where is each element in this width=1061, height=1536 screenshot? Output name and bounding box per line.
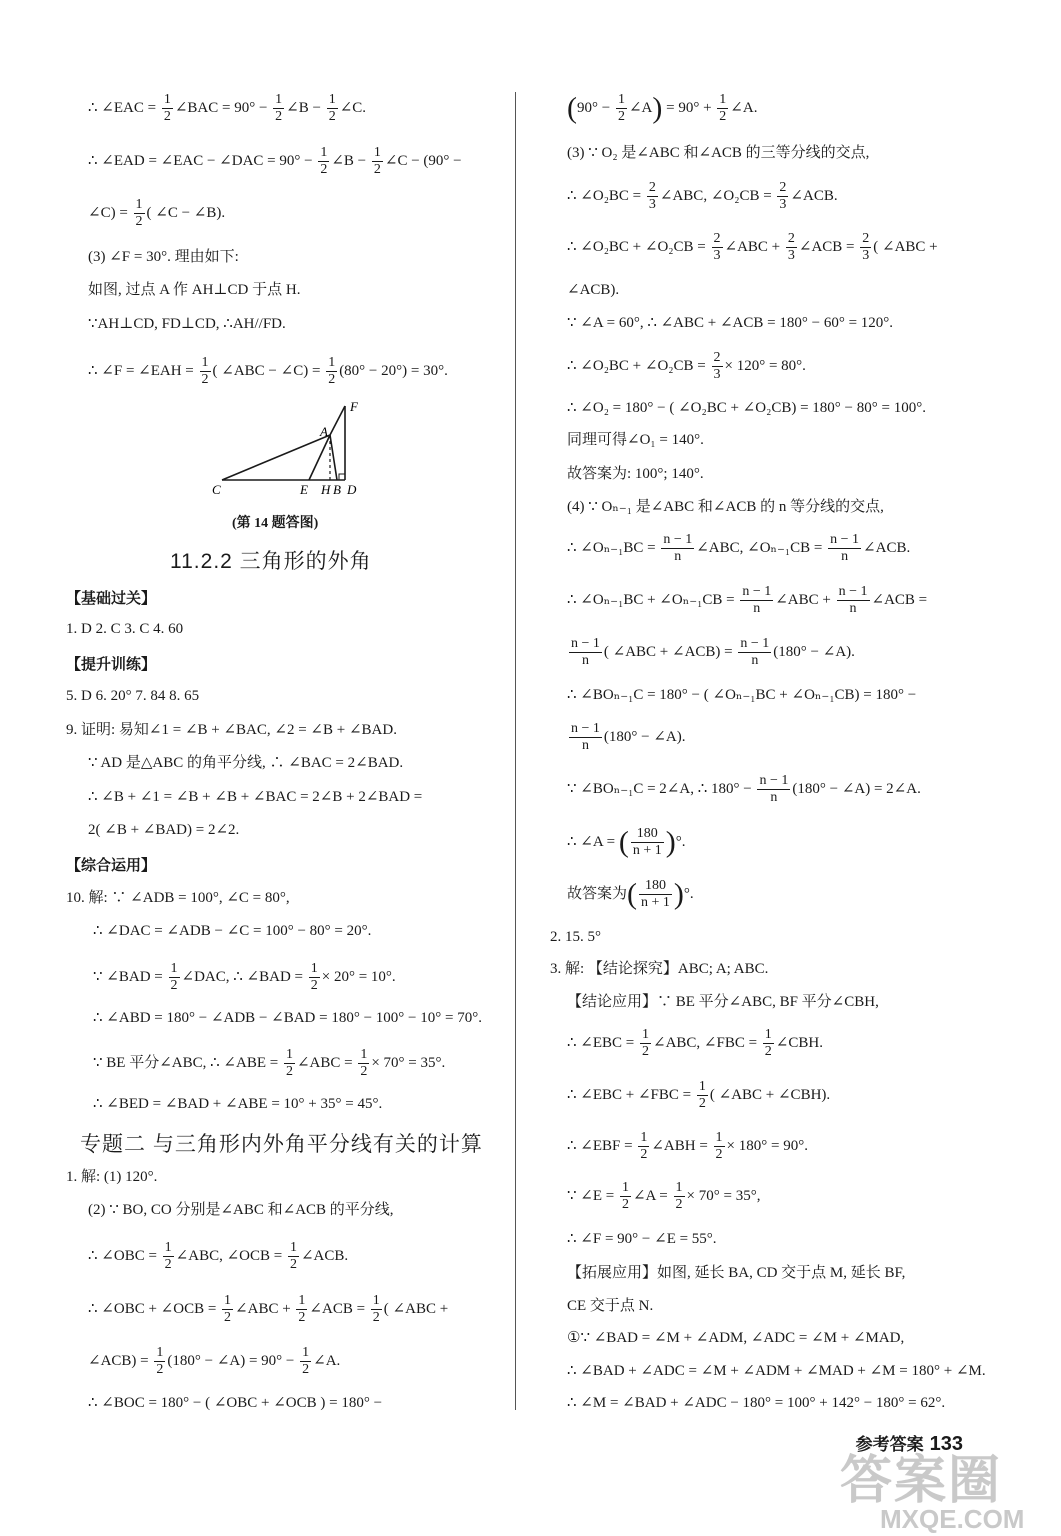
- r-line29: CE 交于点 N.: [567, 1298, 654, 1314]
- fraction: $\frac{1}{2}$: [201, 355, 209, 387]
- s1-line1: 1. 解: (1) 120°.: [66, 1169, 158, 1185]
- s1-line2: (2) ∵ BO, CO 分别是∠ABC 和∠ACB 的平分线,: [88, 1202, 394, 1218]
- s1-line6: ∴ ∠BOC = 180° − ( ∠OBC + ∠OCB ) = 180° −: [88, 1395, 383, 1411]
- segment-af: [330, 406, 345, 435]
- r-q2: 2. 15. 5°: [550, 929, 601, 945]
- improve-answers: 5. D 6. 20° 7. 84 8. 65: [66, 688, 200, 704]
- fraction: $\frac{1}{2}$: [310, 961, 318, 993]
- q9-line2: ∵ AD 是△ABC 的角平分线, ∴ ∠BAC = 2∠BAD.: [88, 755, 404, 771]
- fraction: $\frac{n - 1}{n}$: [759, 773, 789, 805]
- r-line10: 故答案为: 100°; 140°.: [567, 466, 704, 482]
- eq-ead-cont: ∠C) = $\frac{1}{2}$ ( ∠C − ∠B).: [88, 197, 226, 229]
- fraction: $\frac{1}{2}$: [675, 1180, 683, 1212]
- fraction: $\frac{1}{2}$: [170, 961, 178, 993]
- fraction: $\frac{1}{2}$: [328, 92, 336, 124]
- fraction: $\frac{1}{2}$: [698, 1079, 706, 1111]
- r-eq-e: ∵ ∠E = $\frac{1}{2}$ ∠A = $\frac{1}{2}$ × 70° = 35°,: [567, 1180, 761, 1212]
- fraction: $\frac{2}{3}$: [862, 231, 870, 263]
- label-improve: 【提升训练】: [66, 656, 157, 673]
- q10-line4: ∴ ∠ABD = 180° − ∠ADB − ∠BAD = 180° − 100° − 10° = 70°.: [93, 1010, 482, 1026]
- r-eq-on1: ∴ ∠Oₙ₋₁BC = $\frac{n - 1}{n}$ ∠ABC, ∠Oₙ₋₁CB = $\frac{n - 1}{n}$ ∠ACB.: [567, 532, 911, 564]
- label-h: H: [321, 482, 331, 497]
- r-eq-2a: ∵ ∠BOₙ₋₁C = 2∠A, ∴ 180° − $\frac{n - 1}{n}$ (180° − ∠A) = 2∠A.: [567, 773, 921, 805]
- r-eq-o2bc: ∴ ∠O₂BC = $\frac{2}{3}$ ∠ABC, ∠O₂CB = $\frac{2}{3}$ ∠ACB.: [567, 180, 838, 212]
- r-line15: ∴ ∠BOₙ₋₁C = 180° − ( ∠Oₙ₋₁BC + ∠Oₙ₋₁CB) = 180° −: [567, 687, 917, 703]
- fraction: $\frac{180}{n + 1}$: [632, 826, 662, 858]
- label-d: D: [347, 482, 357, 497]
- fraction: $\frac{2}{3}$: [713, 350, 721, 382]
- fraction: $\frac{2}{3}$: [648, 180, 656, 212]
- r-q3: 3. 解: 【结论探究】ABC; A; ABC.: [550, 961, 769, 977]
- r-eq-ebf: ∴ ∠EBF = $\frac{1}{2}$ ∠ABH = $\frac{1}{2}$ × 180° = 90°.: [567, 1130, 808, 1162]
- fraction: $\frac{n - 1}{n}$: [838, 584, 868, 616]
- part3-heading: (3) ∠F = 30°. 理由如下:: [88, 249, 239, 265]
- s1-line3: ∴ ∠OBC = $\frac{1}{2}$ ∠ABC, ∠OCB = $\frac{1}{2}$ ∠ACB.: [88, 1240, 349, 1272]
- label-basic: 【基础过关】: [66, 590, 157, 607]
- fraction: $\frac{n - 1}{n}$: [571, 636, 600, 668]
- fraction: $\frac{n - 1}{n}$: [742, 584, 772, 616]
- segment-ab: [330, 435, 337, 480]
- fraction: $\frac{2}{3}$: [713, 231, 721, 263]
- fraction: $\frac{1}{2}$: [275, 92, 283, 124]
- r-answer-4: 故答案为( $\frac{180}{n + 1}$ )°.: [567, 877, 694, 911]
- watermark-text: 答案圈: [840, 1452, 1003, 1510]
- r-part3: (3) ∵ O₂ 是∠ABC 和∠ACB 的三等分线的交点,: [567, 145, 870, 161]
- fraction: $\frac{n - 1}{n}$: [830, 532, 860, 564]
- r-line5: ∠ACB).: [567, 282, 620, 298]
- fraction: $\frac{1}{2}$: [715, 1130, 723, 1162]
- fraction: $\frac{180}{n + 1}$: [641, 878, 670, 910]
- r-eq-180: $\frac{n - 1}{n}$ (180° − ∠A).: [571, 721, 686, 753]
- q10-line3: ∵ ∠BAD = $\frac{1}{2}$ ∠DAC, ∴ ∠BAD = $\frac{1}{2}$ × 20° = 10°.: [93, 961, 396, 993]
- r-line32: ∴ ∠M = ∠BAD + ∠ADC − 180° = 100° + 142° − 180° = 62°.: [567, 1395, 946, 1411]
- r-line11: (4) ∵ Oₙ₋₁ 是∠ABC 和∠ACB 的 n 等分线的交点,: [567, 499, 884, 515]
- fraction: $\frac{1}{2}$: [163, 92, 171, 124]
- s1-line4: ∴ ∠OBC + ∠OCB = $\frac{1}{2}$ ∠ABC + $\frac{1}{2}$ ∠ACB = $\frac{1}{2}$ ( ∠ABC +: [88, 1293, 449, 1325]
- label-c: C: [212, 482, 221, 497]
- fraction: $\frac{2}{3}$: [787, 231, 795, 263]
- q9-line1: 9. 证明: 易知∠1 = ∠B + ∠BAC, ∠2 = ∠B + ∠BAD.: [66, 722, 397, 738]
- fraction: $\frac{1}{2}$: [298, 1293, 306, 1325]
- r-line27: ∴ ∠F = 90° − ∠E = 55°.: [567, 1231, 717, 1247]
- r-eq-on-sum2: $\frac{n - 1}{n}$ ( ∠ABC + ∠ACB) = $\frac{n - 1}{n}$ (180° − ∠A).: [571, 636, 855, 668]
- fraction: $\frac{1}{2}$: [135, 197, 143, 229]
- construction-text: 如图, 过点 A 作 AH⊥CD 于点 H.: [88, 282, 301, 298]
- label-apply: 【综合运用】: [66, 857, 157, 874]
- section-title-topic2: 专题二 与三角形内外角平分线有关的计算: [80, 1133, 483, 1156]
- fraction: $\frac{n - 1}{n}$: [663, 532, 693, 564]
- r-line9: 同理可得∠O₁ = 140°.: [567, 432, 704, 448]
- fraction: $\frac{1}{2}$: [360, 1047, 368, 1079]
- s1-line5: ∠ACB) = $\frac{1}{2}$ (180° − ∠A) = 90° − $\frac{1}{2}$ ∠A.: [88, 1345, 341, 1377]
- watermark-url: MXQE.COM: [880, 1504, 1025, 1534]
- fraction: $\frac{1}{2}$: [289, 1240, 297, 1272]
- fraction: $\frac{1}{2}$: [640, 1130, 648, 1162]
- q10-line5: ∵ BE 平分∠ABC, ∴ ∠ABE = $\frac{1}{2}$ ∠ABC = $\frac{1}{2}$ × 70° = 35°.: [93, 1047, 446, 1079]
- fraction: $\frac{1}{2}$: [328, 355, 336, 387]
- fraction: $\frac{2}{3}$: [779, 180, 787, 212]
- r-line8: ∴ ∠O₂ = 180° − ( ∠O₂BC + ∠O₂CB) = 180° − 80° = 100°.: [567, 400, 926, 416]
- q10-line2: ∴ ∠DAC = ∠ADB − ∠C = 100° − 80° = 20°.: [93, 923, 372, 939]
- fraction: $\frac{1}{2}$: [302, 1345, 310, 1377]
- basic-answers: 1. D 2. C 3. C 4. 60: [66, 621, 184, 637]
- fraction: $\frac{1}{2}$: [285, 1047, 293, 1079]
- fraction: $\frac{1}{2}$: [320, 145, 328, 177]
- r-eq-ebc: ∴ ∠EBC = $\frac{1}{2}$ ∠ABC, ∠FBC = $\frac{1}{2}$ ∠CBH.: [567, 1027, 823, 1059]
- r-eq-a: ∴ ∠A = ( $\frac{180}{n + 1}$ )°.: [567, 825, 686, 859]
- r-eq-boc: (90° − $\frac{1}{2}$ ∠A) = 90° + $\frac{1}{2}$ ∠A.: [567, 91, 758, 125]
- segment-ca: [222, 435, 330, 480]
- q10-line1: 10. 解: ∵ ∠ADB = 100°, ∠C = 80°,: [66, 890, 290, 906]
- q10-line6: ∴ ∠BED = ∠BAD + ∠ABE = 10° + 35° = 45°.: [93, 1096, 383, 1112]
- r-line31: ∴ ∠BAD + ∠ADC = ∠M + ∠ADM + ∠MAD + ∠M = 180° + ∠M.: [567, 1363, 986, 1379]
- parallel-text: ∵AH⊥CD, FD⊥CD, ∴AH//FD.: [88, 316, 286, 332]
- fraction: $\frac{1}{2}$: [621, 1180, 629, 1212]
- r-eq-sum: ∴ ∠O₂BC + ∠O₂CB = $\frac{2}{3}$ ∠ABC + $\frac{2}{3}$ ∠ACB = $\frac{2}{3}$ ( ∠ABC +: [567, 231, 938, 263]
- fraction: $\frac{1}{2}$: [617, 92, 625, 124]
- q9-line3: ∴ ∠B + ∠1 = ∠B + ∠B + ∠BAC = 2∠B + 2∠BAD =: [88, 789, 423, 805]
- r-eq-ebc-fbc: ∴ ∠EBC + ∠FBC = $\frac{1}{2}$ ( ∠ABC + ∠CBH).: [567, 1079, 831, 1111]
- r-line28: 【拓展应用】如图, 延长 BA, CD 交于点 M, 延长 BF,: [567, 1265, 906, 1281]
- r-line30: ①∵ ∠BAD = ∠M + ∠ADM, ∠ADC = ∠M + ∠MAD,: [567, 1330, 905, 1346]
- fraction: $\frac{1}{2}$: [372, 1293, 380, 1325]
- fraction: $\frac{1}{2}$: [164, 1240, 172, 1272]
- fraction: $\frac{1}{2}$: [764, 1027, 772, 1059]
- eq-eac: ∴ ∠EAC = $\frac{1}{2}$ ∠BAC = 90° − $\frac{1}{2}$ ∠B − $\frac{1}{2}$ ∠C.: [88, 92, 367, 124]
- fraction: $\frac{n - 1}{n}$: [571, 721, 600, 753]
- right-angle-mark: [339, 474, 345, 480]
- fraction: $\frac{1}{2}$: [156, 1345, 164, 1377]
- fraction: $\frac{1}{2}$: [642, 1027, 649, 1059]
- label-a: A: [320, 424, 328, 439]
- eq-ead: ∴ ∠EAD = ∠EAC − ∠DAC = 90° − $\frac{1}{2}$ ∠B − $\frac{1}{2}$ ∠C − (90° −: [88, 145, 462, 177]
- label-b: B: [333, 482, 341, 497]
- fraction: $\frac{n - 1}{n}$: [740, 636, 770, 668]
- label-e: E: [300, 482, 308, 497]
- triangle-figure: [212, 398, 372, 498]
- fraction: $\frac{1}{2}$: [719, 92, 727, 124]
- r-line6: ∵ ∠A = 60°, ∴ ∠ABC + ∠ACB = 180° − 60° = 120°.: [567, 315, 894, 331]
- r-eq-on-sum: ∴ ∠Oₙ₋₁BC + ∠Oₙ₋₁CB = $\frac{n - 1}{n}$ ∠ABC + $\frac{n - 1}{n}$ ∠ACB =: [567, 584, 928, 616]
- footer-label: 参考答案: [855, 1435, 924, 1454]
- label-f: F: [350, 399, 358, 414]
- column-divider: [515, 92, 516, 1410]
- eq-f: ∴ ∠F = ∠EAH = $\frac{1}{2}$ ( ∠ABC − ∠C) = $\frac{1}{2}$ (80° − 20°) = 30°.: [88, 355, 448, 387]
- fraction: $\frac{1}{2}$: [224, 1293, 232, 1325]
- watermark-logo: [840, 1452, 1025, 1534]
- page-number: 133: [929, 1433, 963, 1455]
- r-eq-80: ∴ ∠O₂BC + ∠O₂CB = $\frac{2}{3}$ × 120° = 80°.: [567, 350, 806, 382]
- section-title-exterior-angle: 11.2.2 三角形的外角: [170, 550, 372, 573]
- figure-caption: (第 14 题答图): [232, 516, 319, 531]
- fraction: $\frac{1}{2}$: [373, 145, 381, 177]
- r-line22: 【结论应用】∵ BE 平分∠ABC, BF 平分∠CBH,: [567, 994, 879, 1010]
- q9-line4: 2( ∠B + ∠BAD) = 2∠2.: [88, 822, 240, 838]
